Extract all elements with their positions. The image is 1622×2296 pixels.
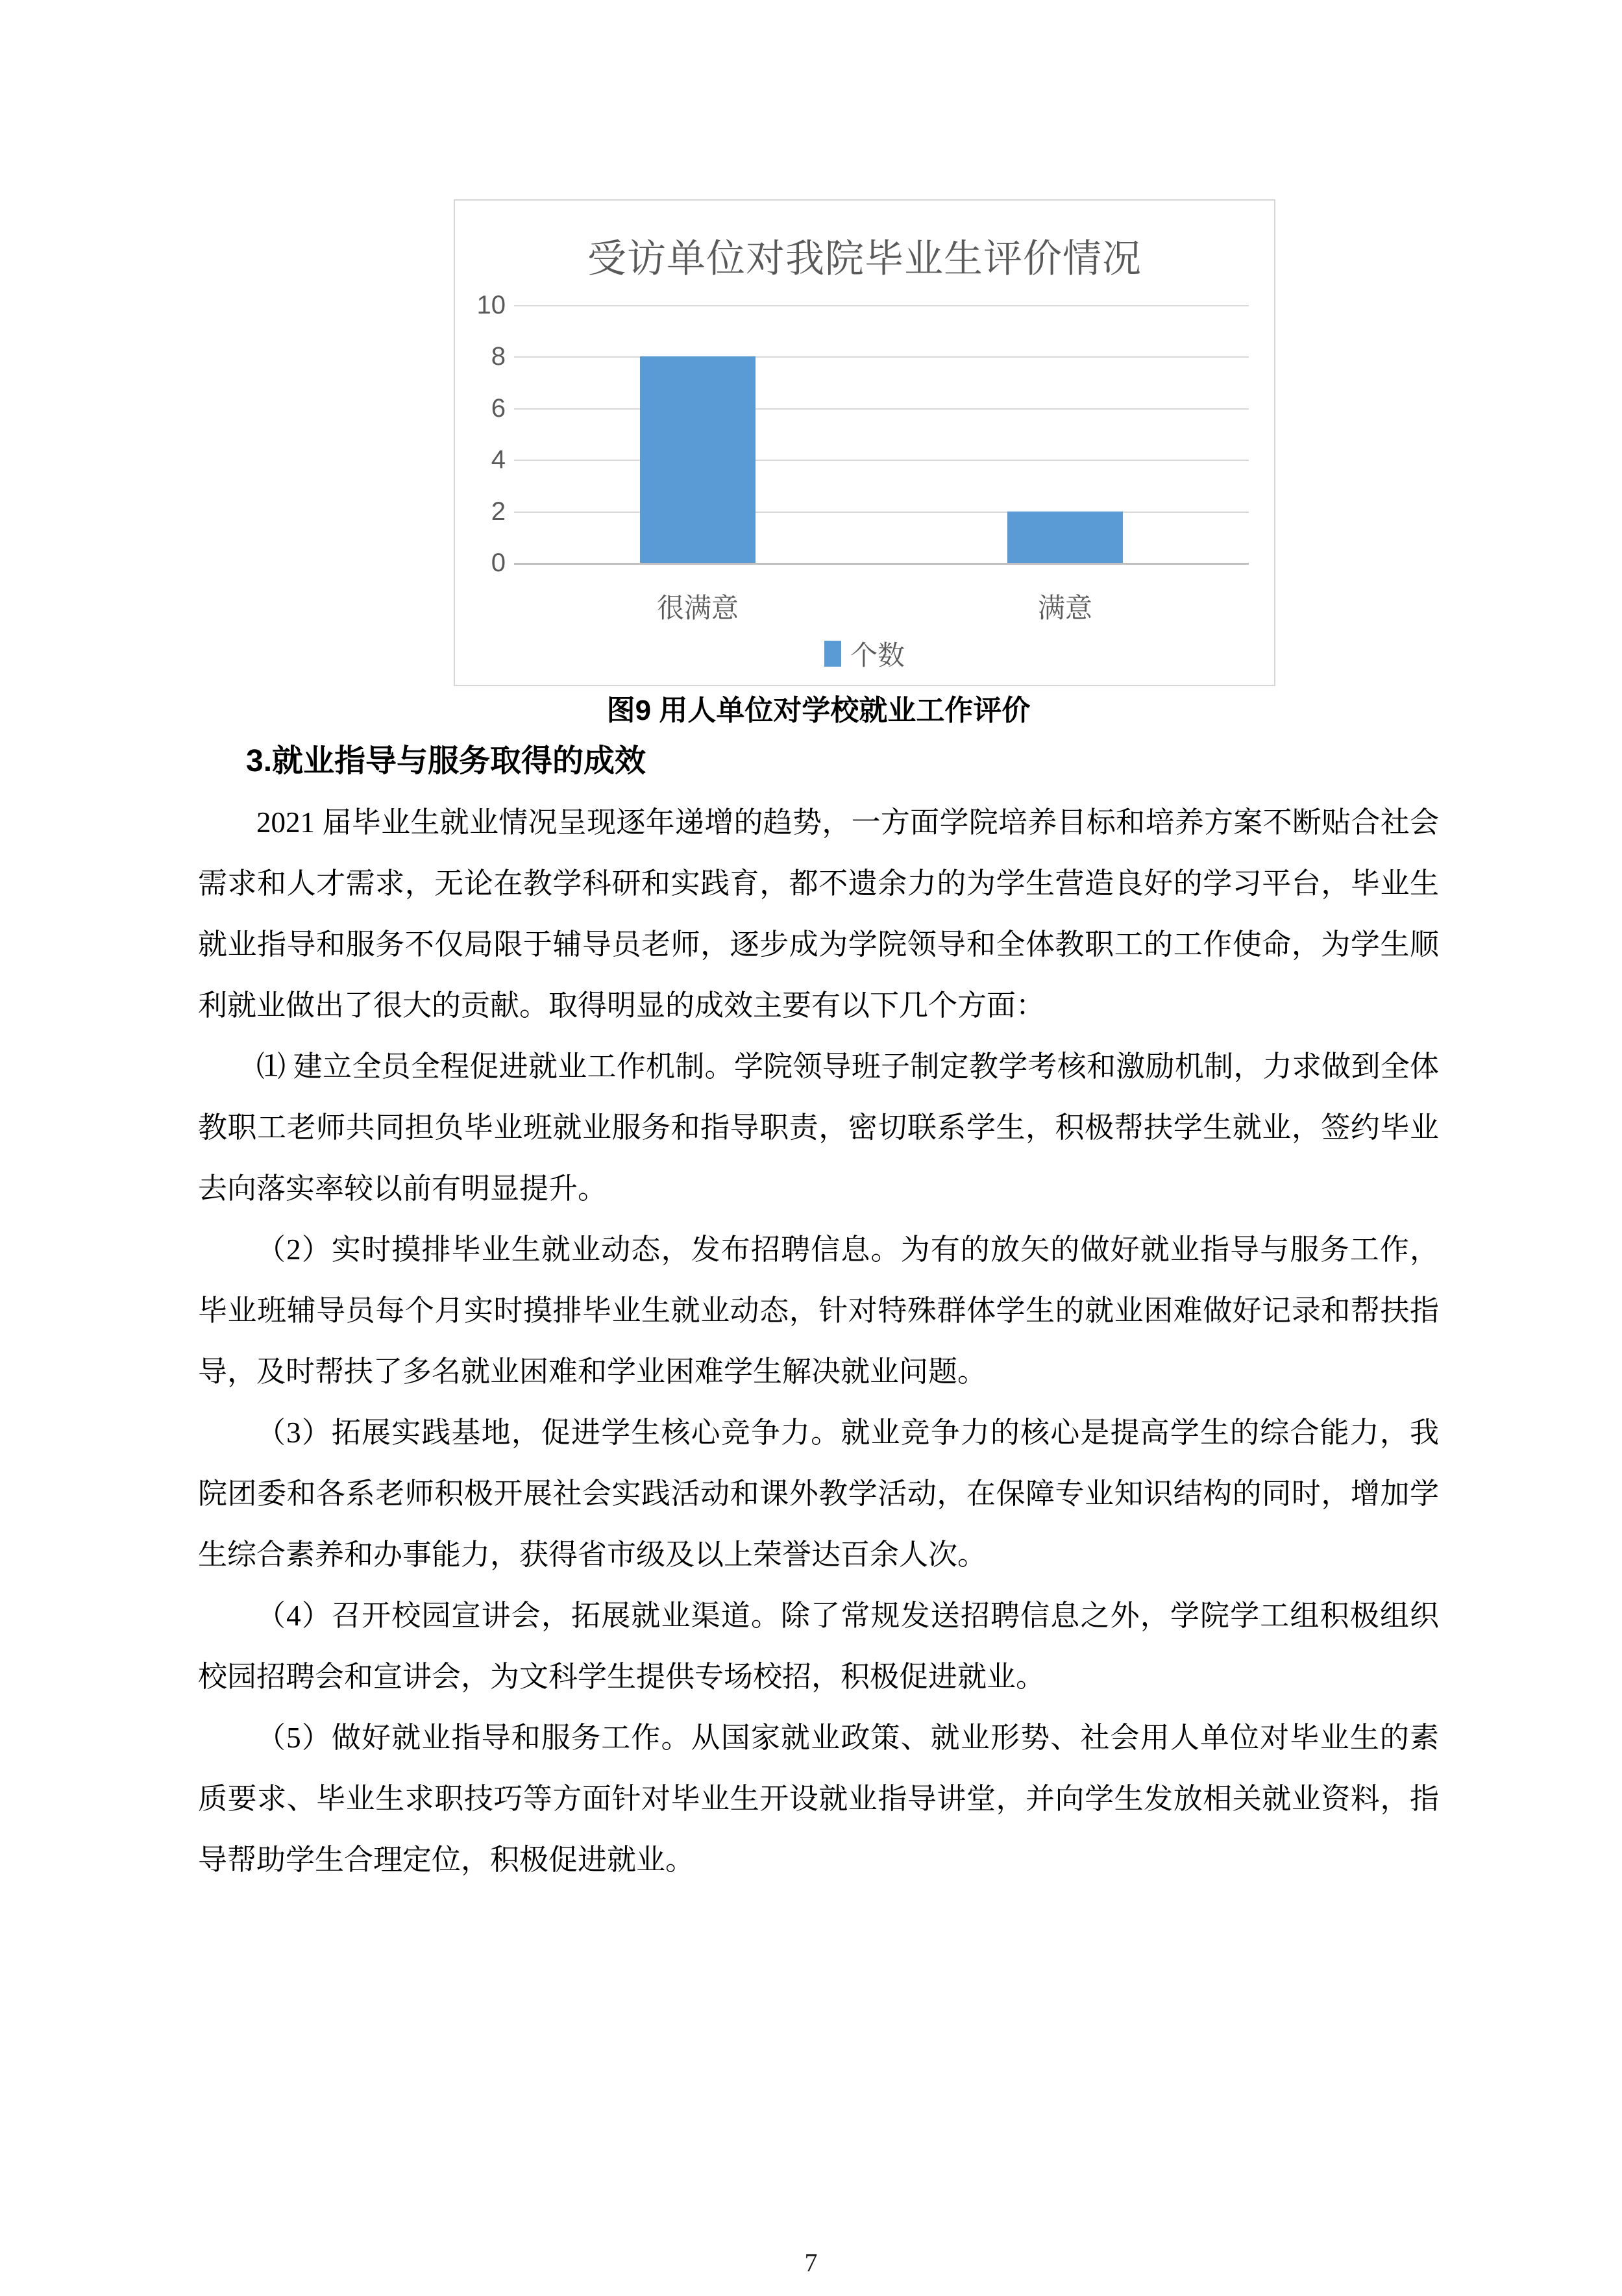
gridline <box>514 512 1249 513</box>
chart-title: 受访单位对我院毕业生评价情况 <box>587 237 1142 280</box>
gridline <box>514 460 1249 461</box>
y-tick-label: 0 <box>491 549 506 577</box>
legend-series-label: 个数 <box>850 640 905 671</box>
bar-1 <box>640 356 756 563</box>
page-number: 7 <box>804 2248 818 2277</box>
legend-marker-icon <box>824 641 841 667</box>
y-tick-label: 4 <box>491 445 506 475</box>
section-body <box>198 731 1439 1890</box>
bar-2 <box>1007 512 1123 563</box>
bar-chart <box>454 199 1275 686</box>
paragraph: （4）召开校园宣讲会，拓展就业渠道。除了常规发送招聘信息之外，学院学工组积极组织校园招聘会和宣讲会，为文科学生提供专场校招，积极促进就业。 <box>198 1599 1439 1693</box>
paragraph: （5）做好就业指导和服务工作。从国家就业政策、就业形势、社会用人单位对毕业生的素质要求、毕业生求职技巧等方面针对毕业生开设就业指导讲堂，并向学生发放相关就业资料，指导帮助学生合理定位，积极促进就业。 <box>198 1722 1439 1876</box>
x-category-label: 很满意 <box>656 593 739 623</box>
gridline <box>514 408 1249 410</box>
gridline <box>514 356 1249 358</box>
chart-x-axis-labels <box>514 587 1249 626</box>
y-tick-label: 10 <box>476 291 506 319</box>
section-heading: 3.就业指导与服务取得的成效 <box>246 744 646 778</box>
x-category-label: 满意 <box>1037 593 1092 623</box>
figure-caption: 图9 用人单位对学校就业工作评价 <box>606 695 1031 726</box>
paragraph: （2）实时摸排毕业生就业动态，发布招聘信息。为有的放矢的做好就业指导与服务工作，毕业班辅导员每个月实时摸排毕业生就业动态，针对特殊群体学生的就业困难做好记录和帮扶指导，及时帮扶了多名就业困难和学业困难学生解决就业问题。 <box>198 1233 1439 1388</box>
paragraph: 2021 届毕业生就业情况呈现逐年递增的趋势，一方面学院培养目标和培养方案不断贴合社会需求和人才需求，无论在教学科研和实践育，都不遗余力的为学生营造良好的学习平台，毕业生就业指导和服务不仅局限于辅导员老师，逐步成为学院领导和全体教职工的工作使命，为学生顺利就业做出了很大的贡献。取得明显的成效主要有以下几个方面： <box>198 806 1439 1022</box>
chart-plot-area <box>514 305 1249 563</box>
chart-y-axis-labels <box>455 291 506 577</box>
paragraph: （3）拓展实践基地，促进学生核心竞争力。就业竞争力的核心是提高学生的综合能力，我院团委和各系老师积极开展社会实践活动和课外教学活动，在保障专业知识结构的同时，增加学生综合素养和办事能力，获得省市级及以上荣誉达百余人次。 <box>198 1416 1439 1571</box>
chart-legend <box>455 634 1274 673</box>
gridline <box>514 305 1249 306</box>
y-tick-label: 6 <box>491 393 506 423</box>
y-tick-label: 8 <box>491 342 506 371</box>
y-tick-label: 2 <box>491 497 506 526</box>
paragraph: ⑴ 建立全员全程促进就业工作机制。学院领导班子制定教学考核和激励机制，力求做到全体教职工老师共同担负毕业班就业服务和指导职责，密切联系学生，积极帮扶学生就业，签约毕业去向落实率较以前有明显提升。 <box>198 1050 1439 1205</box>
gridline <box>514 563 1249 565</box>
